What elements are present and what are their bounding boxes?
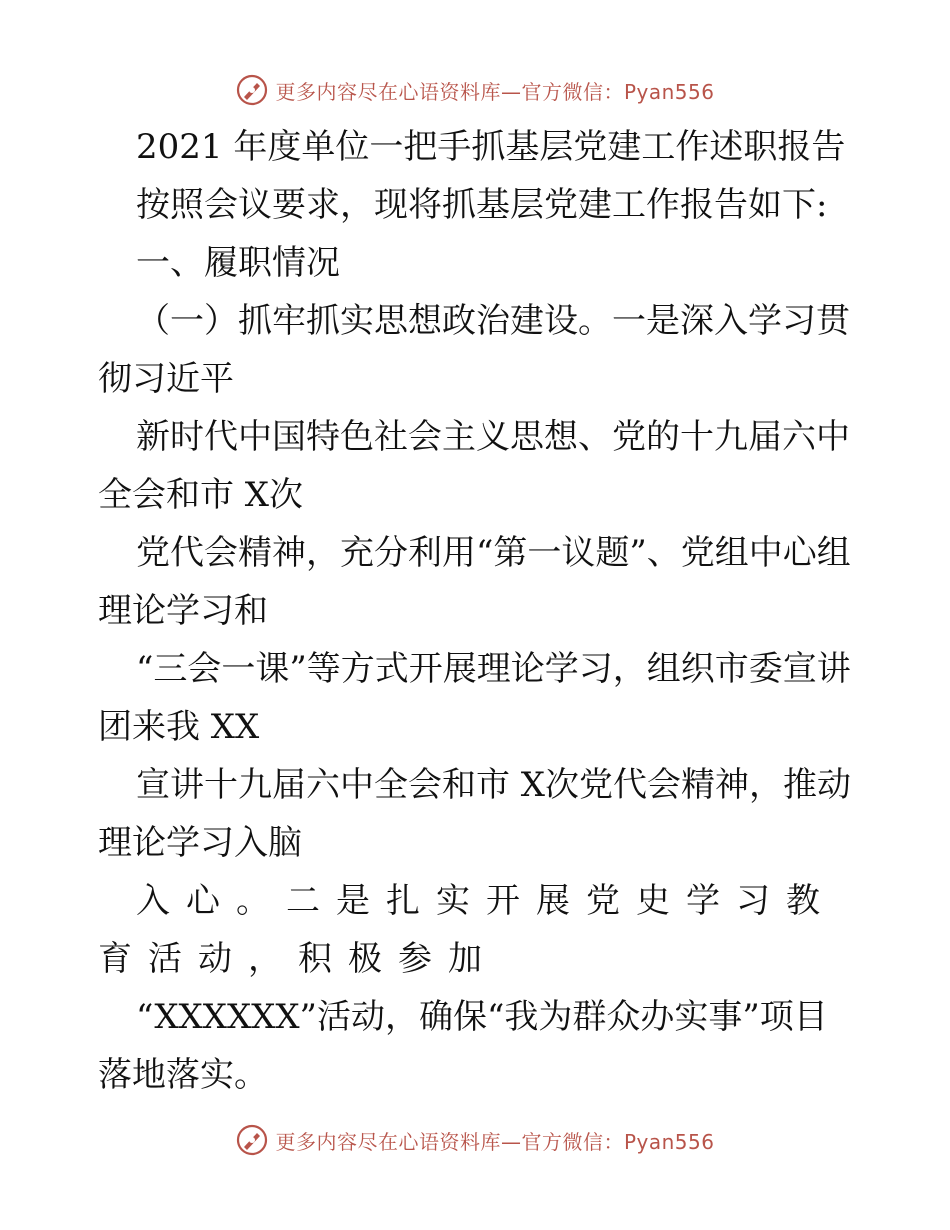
paragraph: （一）抓牢抓实思想政治建设。一是深入学习贯彻习近平: [98, 301, 850, 399]
logo-icon: [235, 1123, 269, 1157]
watermark-footer: [0, 1120, 950, 1160]
paragraph: “XXXXXX”活动，确保“我为群众办实事”项目落地落实。: [98, 997, 828, 1095]
watermark-text: 更多内容尽在心语资料库—官方微信：Pyan556: [275, 79, 715, 104]
paragraph: 新时代中国特色社会主义思想、党的十九届六中全会和市 X次: [98, 417, 850, 515]
document-title: 2021 年度单位一把手抓基层党建工作述职报告: [136, 127, 846, 167]
watermark-header: [0, 70, 950, 110]
paragraph: “三会一课”等方式开展理论学习，组织市委宣讲团来我 XX: [98, 649, 851, 747]
logo-icon: [235, 73, 269, 107]
paragraph: 宣讲十九届六中全会和市 X次党代会精神，推动理论学习入脑: [98, 765, 852, 863]
paragraph: 党代会精神，充分利用“第一议题”、党组中心组理论学习和: [98, 533, 851, 631]
paragraph: 入心。二是扎实开展党史学习教育活动，积极参加: [98, 881, 836, 979]
section-heading: 一、履职情况: [136, 243, 340, 283]
watermark-text: 更多内容尽在心语资料库—官方微信：Pyan556: [275, 1129, 715, 1154]
paragraph: 按照会议要求，现将抓基层党建工作报告如下:: [136, 185, 828, 225]
document-body: [98, 118, 858, 1104]
